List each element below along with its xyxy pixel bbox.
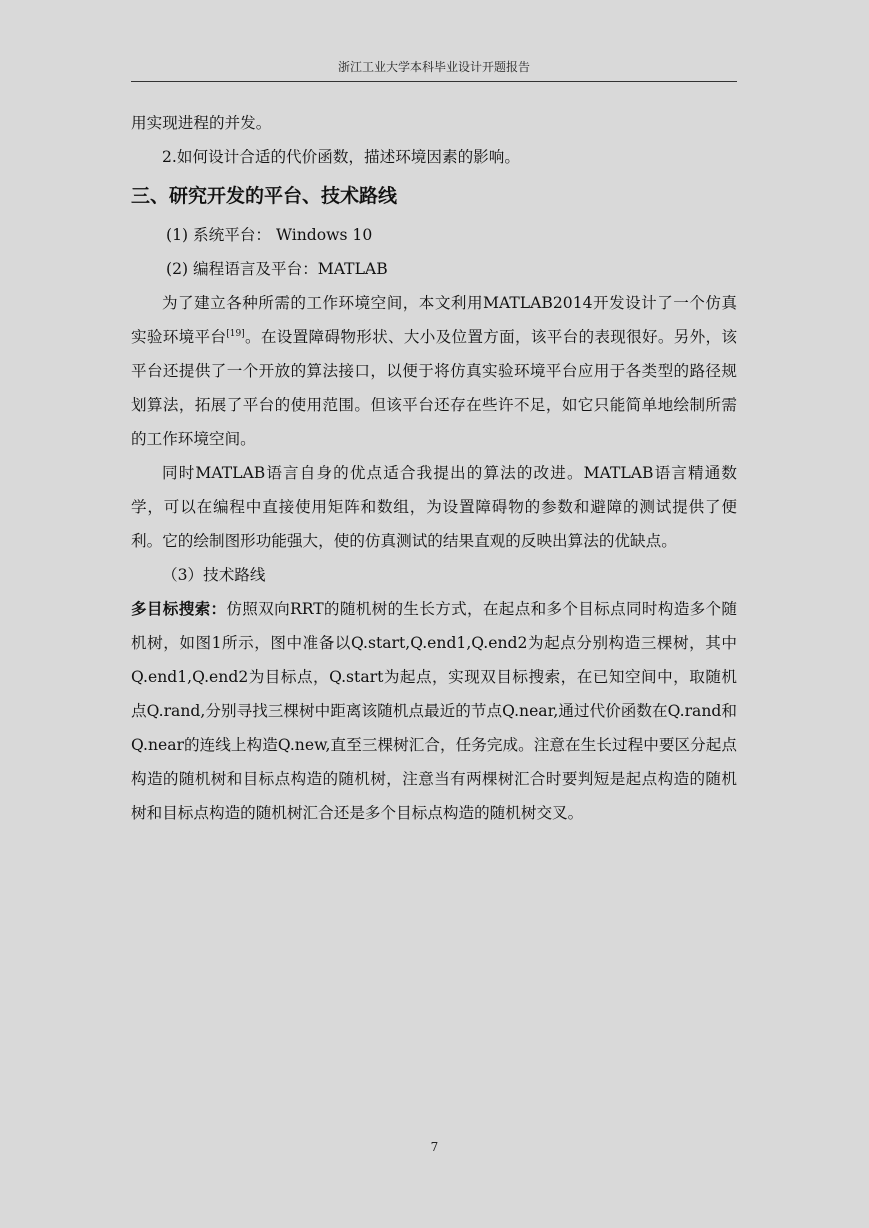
paragraph-matlab: 同时MATLAB语言自身的优点适合我提出的算法的改进。MATLAB语言精通数学，可以在编程中直接使用矩阵和数组，为设置障碍物的参数和避障的测试提供了便利。它的绘制图形功能强大，使的仿真测试的结果直观的反映出算法的优缺点。 [131,464,737,550]
page-header: 浙江工业大学本科毕业设计开题报告 [337,60,530,74]
paragraph-platform-text-b: 。在设置障碍物形状、大小及位置方面，该平台的表现很好。另外，该平台还提供了一个开放的算法接口，以便于将仿真实验环境平台应用于各类型的路径规划算法，拓展了平台的使用范围。但该平台还存在些许不足，如它只能简单地绘制所需的工作环境空间。 [131,328,737,448]
tech-route-label: （3）技术路线 [162,566,266,584]
document-body [131,106,737,830]
question-2: 2.如何设计合适的代价函数，描述环境因素的影响。 [162,148,520,166]
paragraph-platform [131,286,737,456]
continuation-line: 用实现进程的并发。 [131,114,272,132]
paragraph-platform-text-a: 为了建立各种所需的工作环境空间，本文利用MATLAB2014开发设计了一个仿真实验环境平台 [131,294,737,346]
platform-item: (1) 系统平台： Windows 10 [166,226,373,244]
page-number: 7 [430,1140,439,1154]
paragraph-multi-target [131,592,737,830]
language-item: (2) 编程语言及平台：MATLAB [166,260,388,278]
multi-target-text: 仿照双向RRT的随机树的生长方式，在起点和多个目标点同时构造多个随机树，如图1所示，图中准备以Q.start,Q.end1,Q.end2为起点分别构造三棵树，其中Q.end1,Q.end2为目标点，Q.start为起点，实现双目标搜索，在已知空间中，取随机点Q.rand,分别寻找三棵树中距离该随机点最近的节点Q.near,通过代价函数在Q.rand和Q.near的连线上构造Q.new,直至三棵树汇合，任务完成。注意在生长过程中要区分起点构造的随机树和目标点构造的随机树，注意当有两棵树汇合时要判短是起点构造的随机树和目标点构造的随机树汇合还是多个目标点构造的随机树交叉。 [131,600,737,822]
multi-target-lead: 多目标搜索： [131,600,227,618]
citation-marker: [19] [226,329,245,339]
header-rule [131,81,737,82]
section-heading: 三、研究开发的平台、技术路线 [131,185,398,207]
